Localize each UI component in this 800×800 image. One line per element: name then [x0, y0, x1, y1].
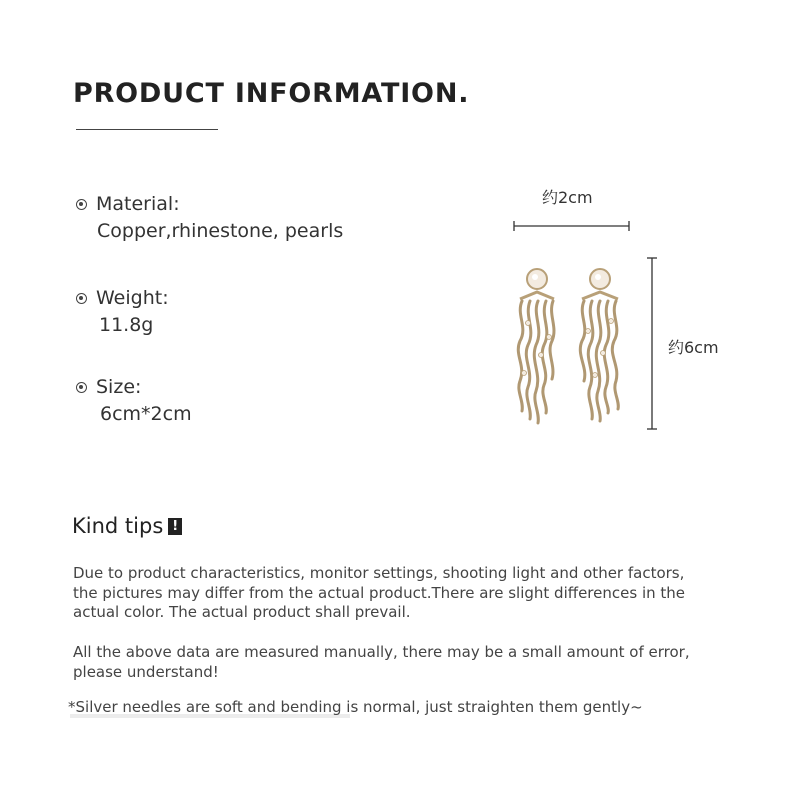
page-title: PRODUCT INFORMATION.	[73, 78, 470, 109]
width-dimension-label: 约2cm	[542, 188, 593, 207]
spec-material	[76, 193, 343, 242]
spec-weight	[76, 287, 169, 336]
bullet-icon	[76, 293, 87, 304]
spec-value: Copper,rhinestone, pearls	[97, 220, 344, 242]
measurement-paragraph: All the above data are measured manually, there may be a small amount of error, please understand!	[73, 643, 690, 681]
kind-tips-heading	[72, 514, 182, 538]
title-divider	[76, 129, 218, 130]
spec-label: Size:	[96, 376, 142, 398]
spec-size	[76, 376, 192, 425]
spec-value: 6cm*2cm	[100, 403, 192, 425]
spec-value: 11.8g	[99, 314, 154, 336]
right-earring	[580, 269, 618, 421]
warning-icon: !	[168, 518, 182, 535]
bullet-icon	[76, 382, 87, 393]
silver-needle-note: *Silver needles are soft and bending is normal, just straighten them gently~	[68, 698, 643, 716]
earring-illustration	[500, 215, 670, 435]
height-dimension-label: 约6cm	[668, 338, 719, 357]
left-earring	[518, 269, 554, 423]
height-dimension-line	[647, 258, 657, 429]
spec-label: Weight:	[96, 287, 169, 309]
spec-label: Material:	[96, 193, 180, 215]
bullet-icon	[76, 199, 87, 210]
kind-tips-title: Kind tips	[72, 514, 164, 538]
width-dimension-line	[514, 221, 629, 231]
disclaimer-paragraph: Due to product characteristics, monitor settings, shooting light and other factors, the pictures may differ from the actual product.There are slight differences in the actual color. The actual product shall prevail.	[73, 564, 685, 621]
